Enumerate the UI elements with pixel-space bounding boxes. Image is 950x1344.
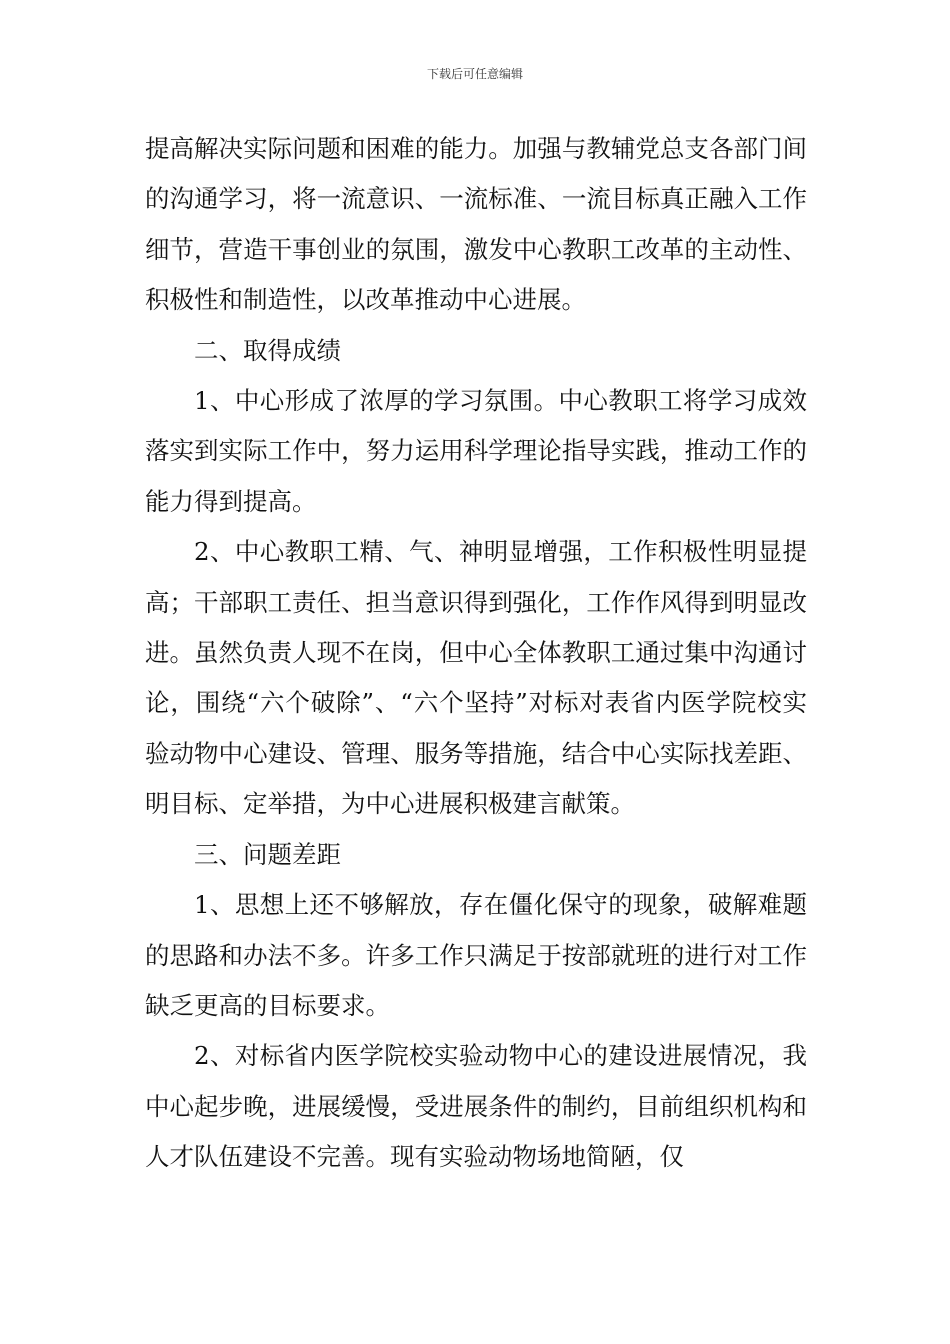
paragraph-achievement-1: 1、中心形成了浓厚的学习氛围。中心教职工将学习成效落实到实际工作中，努力运用科学理论指导实践，推动工作的能力得到提高。	[145, 386, 807, 516]
paragraph-problem-2: 2、对标省内医学院校实验动物中心的建设进展情况，我中心起步晚，进展缓慢，受进展条件的制约，目前组织机构和人才队伍建设不完善。现有实验动物场地简陋，仅	[145, 1041, 807, 1172]
page-header: 下载后可任意编辑	[426, 67, 523, 81]
section-heading-problems: 三、问题差距	[194, 839, 341, 869]
paragraph-continuation: 提高解决实际问题和困难的能力。加强与教辅党总支各部门间的沟通学习，将一流意识、一流标准、一流目标真正融入工作细节，营造干事创业的氛围，激发中心教职工改革的主动性、积极性和制造性，以改革推动中心进展。	[145, 134, 807, 315]
paragraph-achievement-2: 2、中心教职工精、气、神明显增强，工作积极性明显提高；干部职工责任、担当意识得到强化，工作作风得到明显改进。虽然负责人现不在岗，但中心全体教职工通过集中沟通讨论，围绕“六个破除”、“六个坚持”对标对表省内医学院校实验动物中心建设、管理、服务等措施，结合中心实际找差距、明目标、定举措，为中心进展积极建言献策。	[145, 537, 807, 819]
document-body	[145, 124, 807, 1183]
section-heading-achievements: 二、取得成绩	[194, 335, 341, 365]
paragraph-problem-1: 1、思想上还不够解放，存在僵化保守的现象，破解难题的思路和办法不多。许多工作只满足于按部就班的进行对工作缺乏更高的目标要求。	[145, 890, 807, 1020]
